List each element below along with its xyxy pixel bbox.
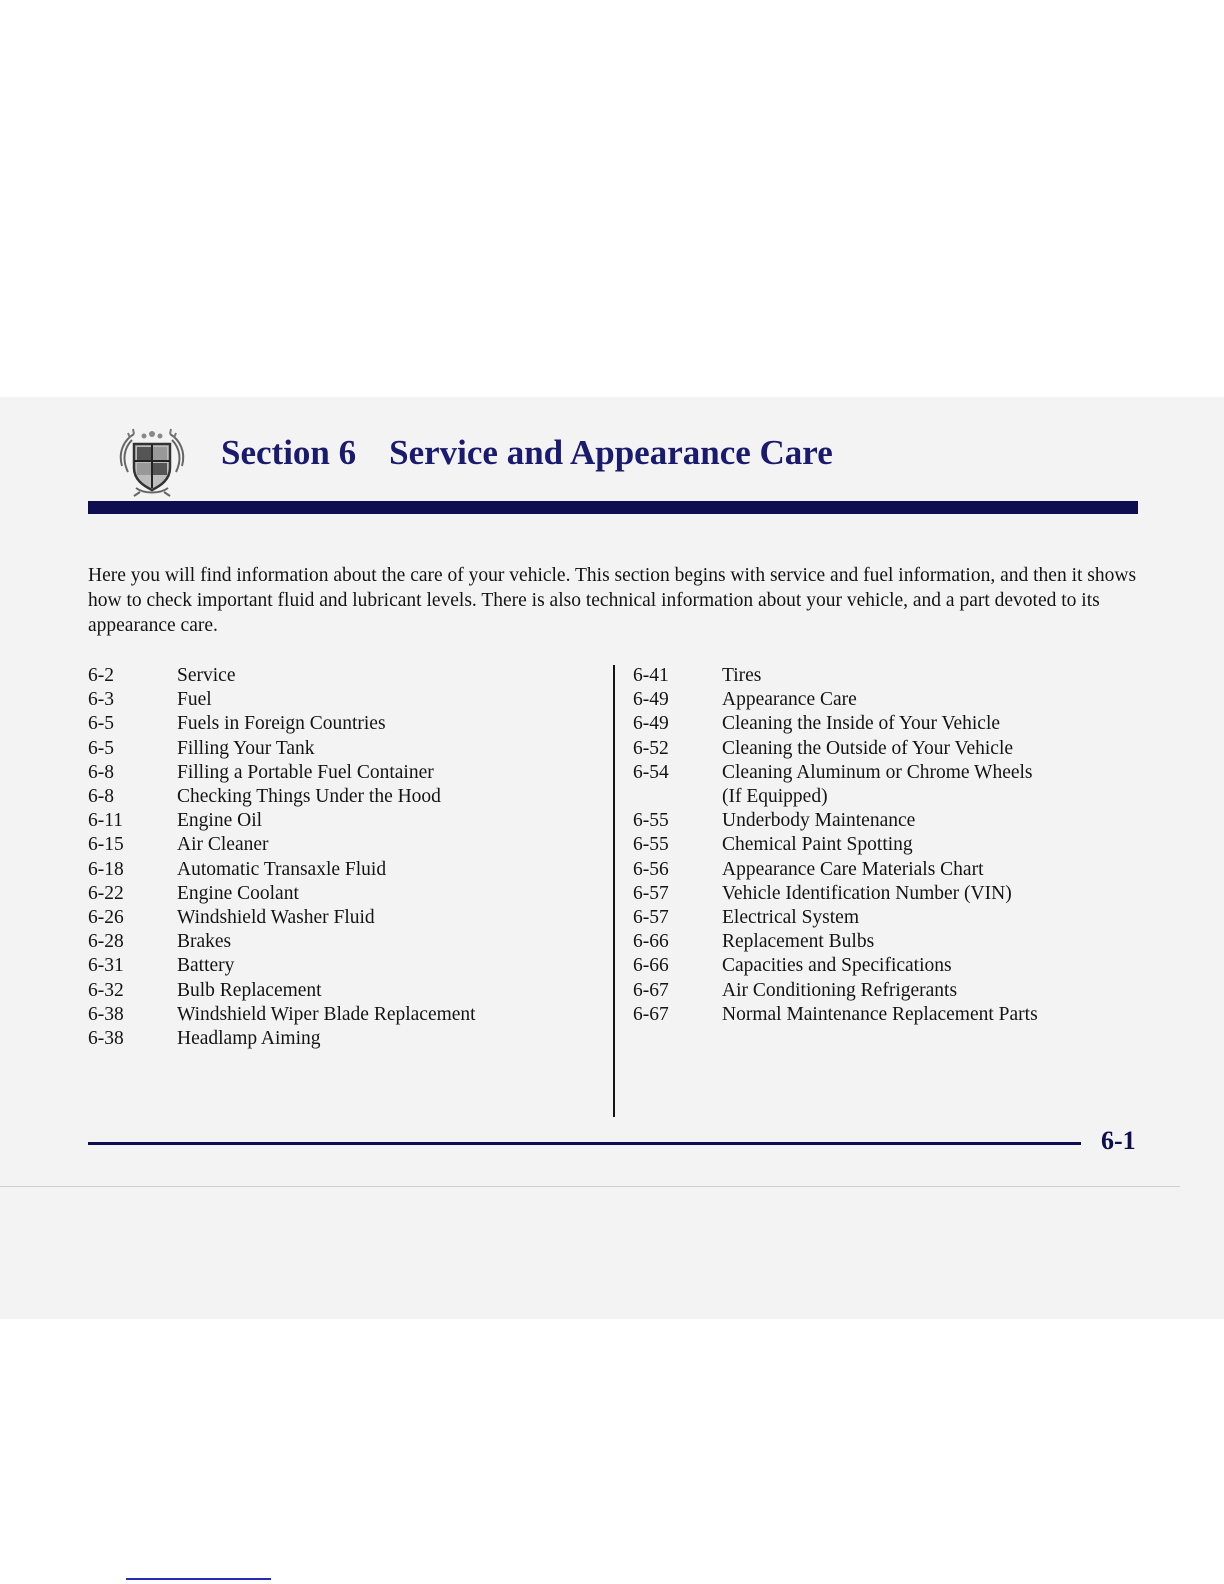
band-bottom-divider [0, 1186, 1180, 1187]
toc-page-number: 6-32 [88, 979, 124, 1001]
toc-entry-title: Air Cleaner [177, 834, 269, 856]
toc-page-number: 6-66 [633, 931, 669, 953]
toc-page-number: 6-8 [88, 761, 114, 783]
toc-page-number: 6-67 [633, 979, 669, 1001]
toc-entry [633, 906, 1153, 930]
toc-entry [633, 761, 1153, 785]
toc-page-number: 6-38 [88, 1003, 124, 1025]
toc-entry-title: Air Conditioning Refrigerants [722, 979, 958, 1001]
toc-page-number: 6-15 [88, 834, 124, 856]
toc-page-number: 6-18 [88, 858, 124, 880]
toc-entry-title: Bulb Replacement [177, 979, 322, 1001]
toc-entry [88, 930, 598, 954]
toc-entry-title: Engine Coolant [177, 882, 299, 904]
toc-page-number: 6-57 [633, 907, 669, 929]
toc-page-number: 6-3 [88, 689, 114, 711]
section-number: Section 6 [221, 433, 357, 472]
toc-entry-title: Appearance Care [722, 689, 857, 711]
toc-entry [88, 833, 598, 857]
toc-entry [88, 664, 598, 688]
toc-entry-title: Vehicle Identification Number (VIN) [722, 882, 1012, 904]
toc-entry-title: Automatic Transaxle Fluid [177, 858, 387, 880]
toc-entry-title: Filling Your Tank [177, 737, 315, 759]
toc-entry-title: Windshield Wiper Blade Replacement [177, 1003, 476, 1025]
toc-page-number: 6-22 [88, 882, 124, 904]
toc-entry-title: Checking Things Under the Hood [177, 786, 441, 808]
toc-entry [88, 1003, 598, 1027]
section-title: Service and Appearance Care [389, 433, 833, 472]
toc-entry-title: Fuel [177, 689, 212, 711]
toc-entry-title: Tires [722, 665, 762, 686]
toc-entry-title: Headlamp Aiming [177, 1028, 321, 1050]
toc-page-number: 6-11 [88, 810, 124, 832]
title-underline-bar [88, 501, 1138, 514]
toc-entry-title: Cleaning Aluminum or Chrome Wheels [722, 761, 1033, 783]
toc-page-number: 6-2 [88, 665, 114, 686]
toc-page-number: 6-26 [88, 907, 124, 929]
footer-link-underline [126, 1578, 271, 1580]
toc-entry [88, 858, 598, 882]
toc-entry-title: Electrical System [722, 907, 859, 929]
toc-entry-title: Cleaning the Outside of Your Vehicle [722, 737, 1014, 759]
toc-entry [633, 882, 1153, 906]
toc-page-number: 6-31 [88, 955, 124, 977]
page-number: 6-1 [1101, 1126, 1136, 1155]
toc-page-number: 6-5 [88, 737, 114, 759]
toc-entry-title: Service [177, 665, 236, 686]
toc-entry [88, 785, 598, 809]
toc-entry-title: Filling a Portable Fuel Container [177, 761, 434, 783]
toc-page-number: 6-5 [88, 713, 114, 735]
toc-entry [88, 1027, 598, 1051]
toc-page-number: 6-8 [88, 786, 114, 808]
toc-page-number: 6-67 [633, 1003, 669, 1025]
toc-left-column [88, 664, 598, 1051]
toc-entry [88, 712, 598, 736]
toc-entry-title: Windshield Washer Fluid [177, 907, 375, 929]
toc-entry [88, 688, 598, 712]
toc-entry [633, 954, 1153, 978]
column-divider [613, 665, 615, 1117]
toc-page-number: 6-41 [633, 665, 669, 686]
intro-paragraph: Here you will find information about the care of your vehicle. This section begins with service and fuel information, and then it shows how to check important fluid and lubricant levels. There is also technical information about your vehicle, and a part devoted to its appearance care. [88, 565, 1137, 636]
toc-entry-title: Normal Maintenance Replacement Parts [722, 1003, 1038, 1025]
toc-page-number: 6-54 [633, 761, 669, 783]
toc-entry-title: Appearance Care Materials Chart [722, 858, 984, 880]
toc-entry-title: Cleaning the Inside of Your Vehicle [722, 713, 1001, 735]
toc-page-number: 6-28 [88, 931, 124, 953]
toc-entry-title: (If Equipped) [722, 786, 828, 808]
toc-entry-title: Capacities and Specifications [722, 955, 952, 977]
toc-page-number: 6-56 [633, 858, 669, 880]
toc-entry [633, 809, 1153, 833]
toc-entry [88, 906, 598, 930]
toc-page-number: 6-52 [633, 737, 669, 759]
toc-page-number: 6-66 [633, 955, 669, 977]
page-title [221, 435, 833, 470]
toc-page-number [633, 785, 722, 809]
toc-entry [633, 979, 1153, 1003]
toc-entry [88, 761, 598, 785]
toc-entry [88, 954, 598, 978]
toc-page-number: 6-55 [633, 810, 669, 832]
toc-entry [633, 664, 1153, 688]
toc-page-number: 6-57 [633, 882, 669, 904]
toc-page-number: 6-49 [633, 689, 669, 711]
toc-entry-title: Underbody Maintenance [722, 810, 916, 832]
toc-entry-title: Fuels in Foreign Countries [177, 713, 386, 735]
toc-entry-title: Brakes [177, 931, 232, 953]
toc-right-column [633, 664, 1153, 1027]
toc-entry [633, 930, 1153, 954]
toc-entry [633, 688, 1153, 712]
toc-entry [633, 858, 1153, 882]
toc-page-number: 6-55 [633, 834, 669, 856]
crest-emblem-icon [110, 424, 194, 498]
toc-entry [633, 833, 1153, 857]
toc-entry [88, 882, 598, 906]
toc-entry-title: Chemical Paint Spotting [722, 834, 913, 856]
toc-entry [633, 712, 1153, 736]
toc-entry [633, 1003, 1153, 1027]
toc-entry-title: Engine Oil [177, 810, 263, 832]
toc-entry [88, 809, 598, 833]
toc-page-number: 6-38 [88, 1028, 124, 1050]
toc-entry [88, 979, 598, 1003]
toc-entry [633, 737, 1153, 761]
toc-entry [633, 785, 1153, 809]
toc-page-number: 6-49 [633, 713, 669, 735]
footer-rule [88, 1142, 1081, 1145]
toc-entry-title: Battery [177, 955, 235, 977]
toc-entry-title: Replacement Bulbs [722, 931, 875, 953]
toc-entry [88, 737, 598, 761]
